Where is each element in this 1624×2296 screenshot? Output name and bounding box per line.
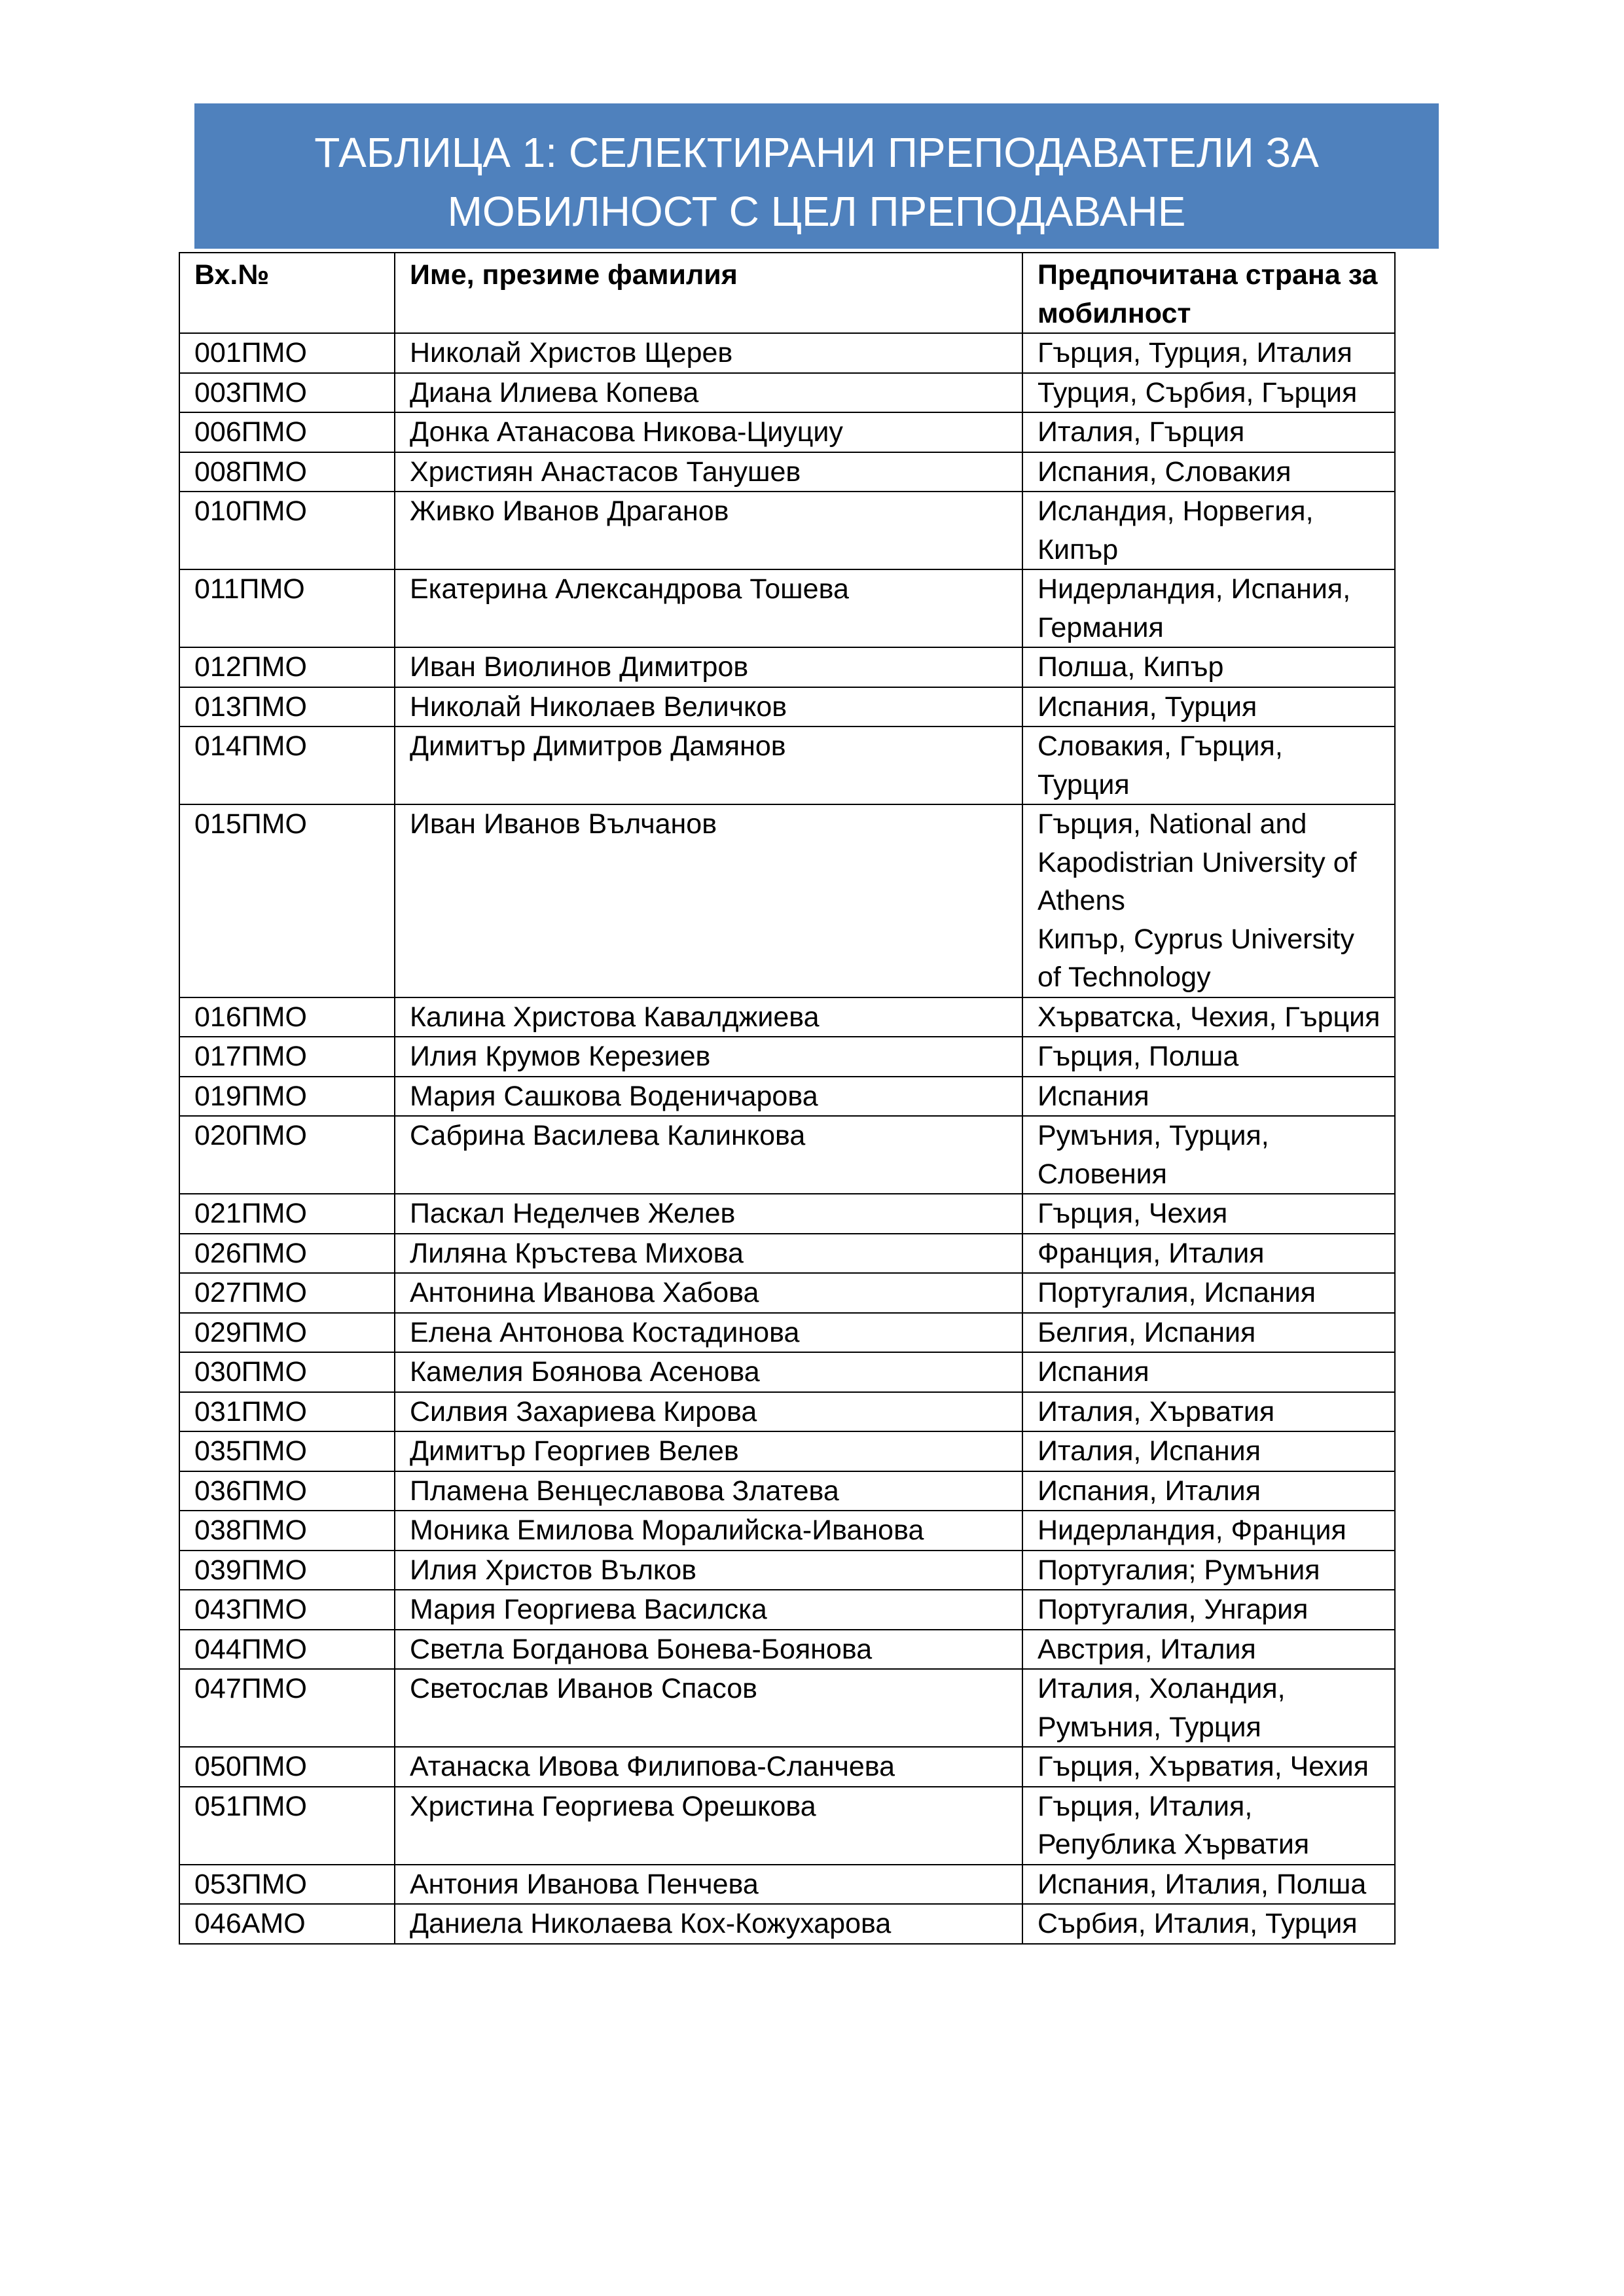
table-row <box>179 1116 1395 1194</box>
entry-number-cell: 014ПМО <box>179 726 395 804</box>
entry-number-cell: 010ПМО <box>179 492 395 569</box>
preferred-country-cell <box>1022 492 1395 569</box>
preferred-country-line: Хърватска, Чехия, Гърция <box>1038 1001 1380 1033</box>
table-row <box>179 1352 1395 1392</box>
table-row <box>179 1511 1395 1551</box>
preferred-country-cell <box>1022 647 1395 687</box>
header-preferred-country <box>1022 253 1395 333</box>
preferred-country-cell <box>1022 1194 1395 1234</box>
preferred-country-cell <box>1022 1669 1395 1747</box>
preferred-country-line: Турция, Сърбия, Гърция <box>1038 376 1358 408</box>
full-name-cell: Мария Георгиева Василска <box>395 1590 1022 1630</box>
preferred-country-cell <box>1022 1747 1395 1787</box>
table-row <box>179 726 1395 804</box>
full-name-cell: Силвия Захариева Кирова <box>395 1392 1022 1432</box>
full-name-cell: Сабрина Василева Калинкова <box>395 1116 1022 1194</box>
preferred-country-cell <box>1022 1787 1395 1865</box>
preferred-country-line: Kapodistrian University of <box>1038 846 1357 878</box>
preferred-country-cell <box>1022 687 1395 727</box>
preferred-country-cell <box>1022 1431 1395 1471</box>
table-row <box>179 1669 1395 1747</box>
entry-number-cell: 019ПМО <box>179 1077 395 1117</box>
table-row <box>179 1194 1395 1234</box>
full-name-cell: Светла Богданова Бонева-Боянова <box>395 1630 1022 1670</box>
table-title-banner <box>194 103 1439 249</box>
preferred-country-line: Румъния, Турция <box>1038 1711 1261 1743</box>
preferred-country-line: Италия, Хърватия <box>1038 1395 1275 1427</box>
entry-number-cell: 050ПМО <box>179 1747 395 1787</box>
entry-number-cell: 001ПМО <box>179 333 395 373</box>
full-name-cell: Илия Крумов Керезиев <box>395 1037 1022 1077</box>
full-name-cell: Светослав Иванов Спасов <box>395 1669 1022 1747</box>
header-entry-number: Вх.№ <box>179 253 395 333</box>
entry-number-cell: 003ПМО <box>179 373 395 413</box>
preferred-country-cell <box>1022 1511 1395 1551</box>
table-row <box>179 1551 1395 1590</box>
preferred-country-line: Исландия, Норвегия, <box>1038 495 1314 527</box>
preferred-country-line: Нидерландия, Испания, <box>1038 573 1351 605</box>
table-row <box>179 333 1395 373</box>
header-preferred-country-line-1: Предпочитана страна за <box>1038 259 1378 291</box>
table-row <box>179 492 1395 569</box>
full-name-cell: Атанаска Ивова Филипова-Сланчева <box>395 1747 1022 1787</box>
preferred-country-line: Словакия, Гърция, <box>1038 730 1283 762</box>
entry-number-cell: 031ПМО <box>179 1392 395 1432</box>
full-name-cell: Илия Христов Вълков <box>395 1551 1022 1590</box>
full-name-cell: Моника Емилова Моралийска-Иванова <box>395 1511 1022 1551</box>
table-row <box>179 1077 1395 1117</box>
entry-number-cell: 035ПМО <box>179 1431 395 1471</box>
entry-number-cell: 015ПМО <box>179 804 395 997</box>
preferred-country-cell <box>1022 1590 1395 1630</box>
table-row <box>179 412 1395 452</box>
entry-number-cell: 046АМО <box>179 1904 395 1944</box>
preferred-country-cell <box>1022 1865 1395 1905</box>
header-full-name: Име, презиме фамилия <box>395 253 1022 333</box>
preferred-country-line: Испания, Италия <box>1038 1475 1261 1507</box>
full-name-cell: Димитър Димитров Дамянов <box>395 726 1022 804</box>
preferred-country-cell <box>1022 1630 1395 1670</box>
entry-number-cell: 053ПМО <box>179 1865 395 1905</box>
entry-number-cell: 016ПМО <box>179 997 395 1037</box>
entry-number-cell: 011ПМО <box>179 569 395 647</box>
title-line-1: ТАБЛИЦА 1: СЕЛЕКТИРАНИ ПРЕПОДАВАТЕЛИ ЗА <box>314 129 1319 176</box>
full-name-cell: Живко Иванов Драганов <box>395 492 1022 569</box>
preferred-country-line: Сърбия, Италия, Турция <box>1038 1908 1358 1939</box>
table-row <box>179 452 1395 492</box>
preferred-country-line: Испания, Турция <box>1038 691 1257 723</box>
table-row <box>179 1747 1395 1787</box>
preferred-country-line: Италия, Холандия, <box>1038 1673 1286 1704</box>
preferred-country-cell <box>1022 1116 1395 1194</box>
full-name-cell: Диана Илиева Копева <box>395 373 1022 413</box>
preferred-country-line: Германия <box>1038 611 1164 643</box>
full-name-cell: Антония Иванова Пенчева <box>395 1865 1022 1905</box>
preferred-country-cell <box>1022 804 1395 997</box>
table-body <box>179 333 1395 1944</box>
preferred-country-line: Нидерландия, Франция <box>1038 1515 1346 1546</box>
preferred-country-cell <box>1022 412 1395 452</box>
full-name-cell: Христина Георгиева Орешкова <box>395 1787 1022 1865</box>
full-name-cell: Християн Анастасов Танушев <box>395 452 1022 492</box>
entry-number-cell: 039ПМО <box>179 1551 395 1590</box>
preferred-country-line: Италия, Испания <box>1038 1435 1261 1467</box>
preferred-country-line: Белгия, Испания <box>1038 1316 1256 1348</box>
table-row <box>179 647 1395 687</box>
preferred-country-line: Кипър, Cyprus University <box>1038 923 1354 955</box>
preferred-country-line: Полша, Кипър <box>1038 651 1224 683</box>
preferred-country-cell <box>1022 1392 1395 1432</box>
preferred-country-line: Румъния, Турция, <box>1038 1120 1269 1151</box>
title-line-2: МОБИЛНОСТ С ЦЕЛ ПРЕПОДАВАНЕ <box>447 188 1186 235</box>
entry-number-cell: 013ПМО <box>179 687 395 727</box>
full-name-cell: Николай Христов Щерев <box>395 333 1022 373</box>
preferred-country-cell <box>1022 569 1395 647</box>
preferred-country-line: Италия, Гърция <box>1038 416 1245 448</box>
preferred-country-cell <box>1022 726 1395 804</box>
full-name-cell: Антонина Иванова Хабова <box>395 1273 1022 1313</box>
table-row <box>179 687 1395 727</box>
table-row <box>179 1865 1395 1905</box>
preferred-country-cell <box>1022 373 1395 413</box>
preferred-country-line: Австрия, Италия <box>1038 1633 1256 1665</box>
header-preferred-country-line-2: мобилност <box>1038 297 1191 329</box>
full-name-cell: Пламена Венцеславова Златева <box>395 1471 1022 1511</box>
full-name-cell: Камелия Боянова Асенова <box>395 1352 1022 1392</box>
preferred-country-line: Испания <box>1038 1356 1149 1388</box>
table-row <box>179 1234 1395 1274</box>
table-row <box>179 1630 1395 1670</box>
preferred-country-line: Португалия; Румъния <box>1038 1554 1320 1586</box>
mobility-table <box>179 252 1396 1945</box>
entry-number-cell: 021ПМО <box>179 1194 395 1234</box>
table-row <box>179 1787 1395 1865</box>
preferred-country-line: Гърция, Хърватия, Чехия <box>1038 1751 1369 1782</box>
entry-number-cell: 006ПМО <box>179 412 395 452</box>
preferred-country-line: Испания <box>1038 1080 1149 1112</box>
full-name-cell: Екатерина Александрова Тошева <box>395 569 1022 647</box>
preferred-country-cell <box>1022 997 1395 1037</box>
table-row <box>179 1392 1395 1432</box>
full-name-cell: Иван Иванов Вълчанов <box>395 804 1022 997</box>
preferred-country-cell <box>1022 1037 1395 1077</box>
preferred-country-line: Athens <box>1038 885 1125 916</box>
preferred-country-line: Гърция, Турция, Италия <box>1038 337 1352 368</box>
preferred-country-line: Гърция, Чехия <box>1038 1198 1228 1229</box>
entry-number-cell: 017ПМО <box>179 1037 395 1077</box>
preferred-country-line: Франция, Италия <box>1038 1237 1265 1269</box>
entry-number-cell: 047ПМО <box>179 1669 395 1747</box>
full-name-cell: Паскал Неделчев Желев <box>395 1194 1022 1234</box>
full-name-cell: Николай Николаев Величков <box>395 687 1022 727</box>
preferred-country-line: Гърция, Италия, <box>1038 1790 1253 1822</box>
table-row <box>179 997 1395 1037</box>
preferred-country-line: Гърция, Полша <box>1038 1041 1239 1072</box>
full-name-cell: Лиляна Кръстева Михова <box>395 1234 1022 1274</box>
preferred-country-cell <box>1022 1471 1395 1511</box>
entry-number-cell: 051ПМО <box>179 1787 395 1865</box>
preferred-country-line: Португалия, Унгария <box>1038 1594 1308 1625</box>
preferred-country-line: Кипър <box>1038 533 1119 565</box>
preferred-country-line: Испания, Италия, Полша <box>1038 1868 1367 1900</box>
preferred-country-line: Словения <box>1038 1158 1167 1190</box>
table-row <box>179 1471 1395 1511</box>
table-header-row <box>179 253 1395 333</box>
preferred-country-cell <box>1022 1273 1395 1313</box>
table-row <box>179 1273 1395 1313</box>
preferred-country-cell <box>1022 1551 1395 1590</box>
full-name-cell: Иван Виолинов Димитров <box>395 647 1022 687</box>
preferred-country-line: Гърция, National and <box>1038 808 1307 840</box>
entry-number-cell: 043ПМО <box>179 1590 395 1630</box>
preferred-country-cell <box>1022 452 1395 492</box>
table-row <box>179 1904 1395 1944</box>
table-row <box>179 373 1395 413</box>
entry-number-cell: 029ПМО <box>179 1313 395 1353</box>
table-row <box>179 569 1395 647</box>
entry-number-cell: 026ПМО <box>179 1234 395 1274</box>
preferred-country-line: of Technology <box>1038 961 1211 993</box>
preferred-country-cell <box>1022 1352 1395 1392</box>
full-name-cell: Калина Христова Кавалджиева <box>395 997 1022 1037</box>
entry-number-cell: 036ПМО <box>179 1471 395 1511</box>
preferred-country-line: Португалия, Испания <box>1038 1277 1316 1308</box>
full-name-cell: Донка Атанасова Никова-Циуциу <box>395 412 1022 452</box>
preferred-country-line: Република Хърватия <box>1038 1829 1310 1860</box>
preferred-country-cell <box>1022 1077 1395 1117</box>
entry-number-cell: 008ПМО <box>179 452 395 492</box>
preferred-country-line: Турция <box>1038 768 1130 800</box>
entry-number-cell: 044ПМО <box>179 1630 395 1670</box>
entry-number-cell: 038ПМО <box>179 1511 395 1551</box>
full-name-cell: Мария Сашкова Воденичарова <box>395 1077 1022 1117</box>
preferred-country-cell <box>1022 1313 1395 1353</box>
table-row <box>179 1431 1395 1471</box>
full-name-cell: Елена Антонова Костадинова <box>395 1313 1022 1353</box>
table-row <box>179 1313 1395 1353</box>
full-name-cell: Димитър Георгиев Велев <box>395 1431 1022 1471</box>
preferred-country-cell <box>1022 1904 1395 1944</box>
full-name-cell: Даниела Николаева Кох-Кожухарова <box>395 1904 1022 1944</box>
preferred-country-line: Испания, Словакия <box>1038 456 1291 488</box>
entry-number-cell: 030ПМО <box>179 1352 395 1392</box>
entry-number-cell: 020ПМО <box>179 1116 395 1194</box>
table-row <box>179 1037 1395 1077</box>
table-row <box>179 1590 1395 1630</box>
entry-number-cell: 012ПМО <box>179 647 395 687</box>
preferred-country-cell <box>1022 1234 1395 1274</box>
table-row <box>179 804 1395 997</box>
preferred-country-cell <box>1022 333 1395 373</box>
entry-number-cell: 027ПМО <box>179 1273 395 1313</box>
